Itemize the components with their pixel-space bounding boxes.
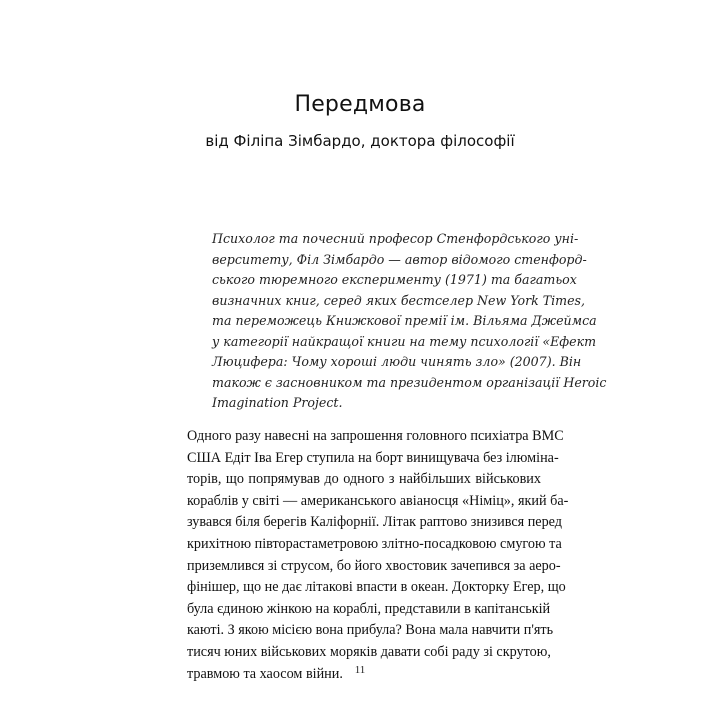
body-line: кораблів у світі — американського авіаносця «Німіц», який ба- [187,492,569,509]
epigraph-line: у категорії найкращої книги на тему психології «Ефект [212,333,597,349]
body-line: тисяч юних військових моряків давати собі раду зі скрутою, [187,643,551,660]
epigraph-line: також є засновником та президентом організації Heroic [212,374,607,390]
body-line: була єдиною жінкою на кораблі, представили в капітанській [187,600,551,617]
epigraph-line: визначних книг, серед яких бестселер New York Times, [212,292,586,308]
body-line: фінішер, що не дає літакові впасти в океан. Докторку Егер, що [187,579,566,596]
chapter-subtitle: від Філіпа Зімбардо, доктора філософії [205,132,515,150]
body-line: зувався біля берегів Каліфорнії. Літак раптово знизився перед [187,514,563,531]
body-line: приземлився зі струсом, бо його хвостовик зачепився за аеро- [187,557,561,574]
epigraph-line: ського тюремного експерименту (1971) та багатьох [212,272,577,287]
body-line: травмою та хаосом війни. [187,665,343,682]
epigraph-line: Imagination Project. [212,395,343,410]
body-paragraph [187,426,569,685]
epigraph-line: верситету, Філ Зімбардо — автор відомого стенфорд- [212,251,587,267]
page-number: 11 [354,664,366,676]
body-line: торів, що попрямував до одного з найбільших військових [187,471,541,488]
epigraph-line: Психолог та почесний професор Стенфордського уні- [212,231,579,246]
body-line: крихітною півторастаметровою злітно-посадковою смугою та [187,535,562,552]
epigraph-line: Люцифера: Чому хороші люди чинять зло» (2007). Він [212,354,582,369]
chapter-title: Передмова [294,92,426,117]
body-line: США Едіт Іва Егер ступила на борт винищувача без ілюміна- [187,449,559,466]
author-bio-epigraph [212,229,607,414]
body-line: каюті. З якою місією вона прибула? Вона мала навчити п'ять [187,622,554,639]
body-line: Одного разу навесні на запрошення головного психіатра ВМС [187,428,564,444]
epigraph-line: та переможець Книжкової премії ім. Вільяма Джеймса [212,313,597,328]
